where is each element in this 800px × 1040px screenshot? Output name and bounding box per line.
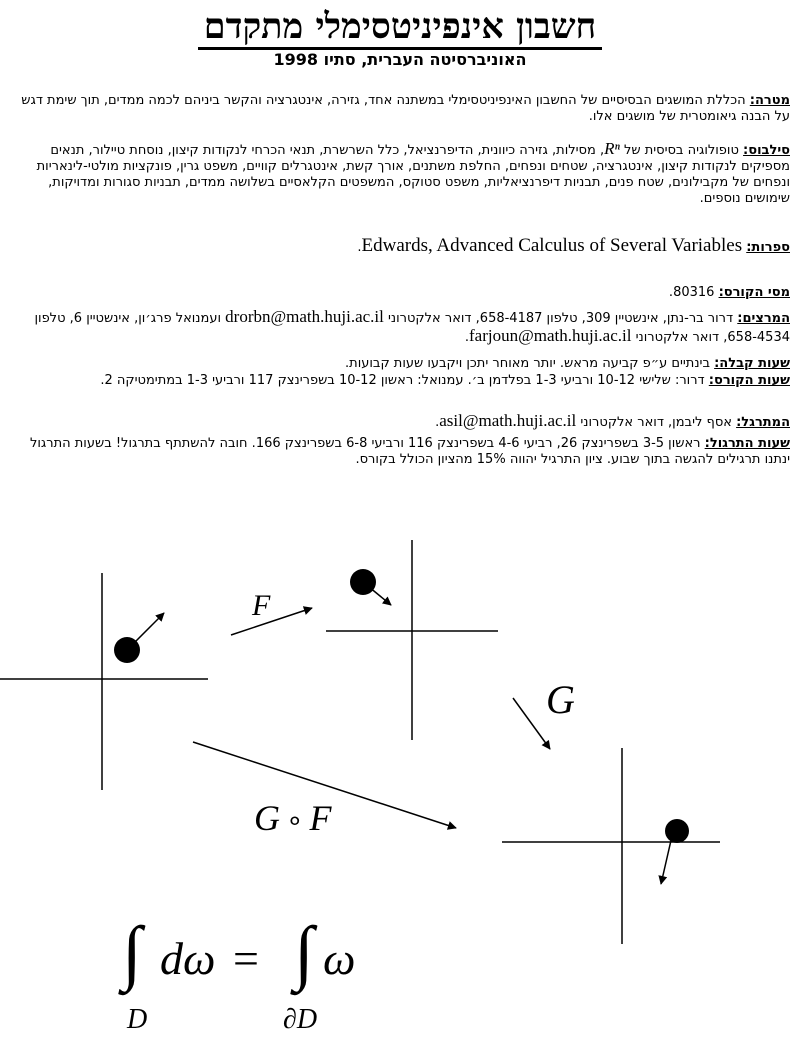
course-number-label: מסי הקורס: (718, 285, 790, 300)
goal-label: מטרה: (749, 93, 790, 108)
course-number-paragraph (8, 285, 790, 301)
page-title-text: חשבון אינפיניטסימלי מתקדם (198, 6, 602, 50)
compose-operator: ∘ (286, 806, 304, 837)
lecturers-paragraph (8, 308, 790, 346)
integrand-rhs: ω (323, 933, 356, 984)
label-composition-g: G (254, 798, 280, 838)
right-marker (665, 819, 689, 843)
ta-end: . (435, 415, 440, 430)
lecturers-text1: דרור בר-נתן, אינשטיין 309, טלפון 658-4187, דואר אלקטרוני (383, 311, 738, 326)
integral-sign-right: ∫ (294, 912, 314, 992)
literature-book: Edwards, Advanced Calculus of Several Variables (361, 235, 743, 256)
top-axes (326, 540, 498, 740)
lecturers-end: . (464, 330, 469, 345)
equals-sign: = (233, 933, 259, 984)
f-arrow (231, 608, 312, 635)
syllabus-text-before: טופולוגיה בסיסית של (619, 143, 744, 158)
label-composition-f: F (309, 798, 332, 838)
reception-paragraph (8, 356, 790, 372)
domain-d: D (127, 1004, 148, 1035)
ta-hours-paragraph (8, 436, 790, 468)
left-axes (0, 573, 208, 790)
email-farjoun: farjoun@math.huji.ac.il (469, 326, 632, 345)
course-hours-label: שעות הקורס: (708, 373, 790, 388)
syllabus-paragraph (8, 141, 790, 207)
ta-label: המתרגל: (736, 415, 790, 430)
domain-boundary: ∂D (283, 1004, 318, 1035)
course-hours-paragraph (8, 373, 790, 389)
goal-text: הכללת המושגים הבסיסיים של החשבון האינפיניטסימלי במשתנה אחד, גזירה, אינטגרציה והקשר ביניהם לכמה ממדים, תוך שימת דגש על הבנה גיאומטרית של מושגים אלו. (21, 93, 790, 124)
right-axes (502, 748, 720, 944)
syllabus-label: סילבוס: (743, 143, 790, 158)
university-term: האוניברסיטה העברית, סתיו 1998 (273, 50, 527, 69)
integrand-lhs: dω (160, 933, 216, 984)
course-hours-text: דרור: שלישי 10-12 ורביעי 1-3 בפלדמן ב׳. עמנואל: ראשון 10-12 בשפרינצק 117 ורביעי 1-3 במתימטיקה 2. (100, 373, 709, 388)
literature-label: ספרות: (746, 240, 790, 255)
left-vector (127, 613, 164, 650)
ta-paragraph (8, 413, 790, 431)
email-drorbn: drorbn@math.huji.ac.il (225, 307, 384, 326)
reception-label: שעות קבלה: (714, 356, 790, 371)
lecturers-label: המרצים: (737, 311, 790, 326)
ta-hours-label: שעות התרגול: (704, 436, 790, 451)
label-composition (254, 800, 332, 836)
syllabus-text-after: , מסילות, גזירה כיוונית, הדיפרנציאל, כלל השרשרת, תנאי הכרחי לנקודות קיצון, נוסחת טיילור, תנאים מספיקים לנקודות קיצון, אינטגרציה, שטחים ונפחים, החלפת משתנים, אורך קשת, אינטגרלים קוויים, משפט גרין, פונקציות מולטי-לינאריות ונפחים של מקבילונים, שטח פנים, תבניות דיפרנציאליות, משפט סטוקס, המשפטים הקלאסיים בשלושה ממדים, תבניות סגורות ומדויקות, שימושים נוספים. (36, 143, 790, 206)
integral-sign-left: ∫ (122, 912, 142, 992)
composition-diagram (0, 480, 800, 1040)
ta-text: אסף ליבמן, דואר אלקטרוני (576, 415, 737, 430)
goal-paragraph (8, 93, 790, 125)
rn-symbol: Rⁿ (604, 139, 620, 158)
g-arrow (513, 698, 550, 749)
page-title (0, 4, 800, 50)
label-f: F (252, 589, 271, 622)
literature-paragraph (8, 235, 790, 256)
lecturers-text2: ועמנואל פרג׳ון, אינשטיין 6, טלפון 658-4534, דואר אלקטרוני (34, 311, 790, 345)
email-asil: asil@math.huji.ac.il (439, 411, 577, 430)
ta-hours-text: ראשון 3-5 בשפרינצק 26, רביעי 4-6 בשפרינצק 116 ורביעי 6-8 בשפרינצק 166. חובה להשתתף בתרגול! בשעות התרגול ינתנו תרגילים להגשה בתוך שבוע. ציון התרגיל יהווה 15% מהציון הכולל בקורס. (29, 436, 790, 467)
label-g: G (546, 677, 575, 722)
literature-end: . (357, 240, 362, 255)
reception-text: בינתיים ע״פ קביעה מראש. יותר מאוחר יתכן ויקבעו שעות קבועות. (345, 356, 715, 371)
right-vector (661, 836, 672, 884)
course-number-value: 80316. (668, 285, 719, 300)
